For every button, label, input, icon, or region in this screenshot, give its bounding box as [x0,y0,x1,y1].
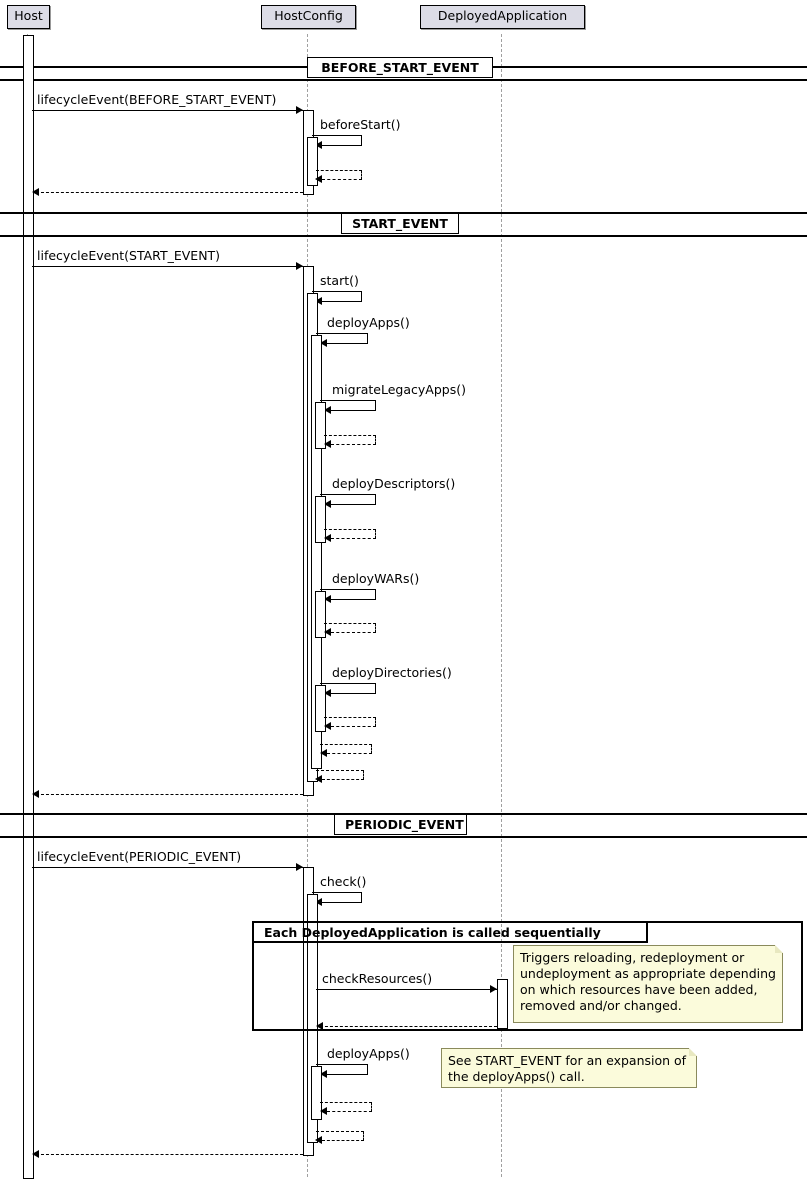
return-top [316,770,364,771]
return-top [324,529,376,530]
selfcall-right [375,683,376,693]
message-label [332,382,466,397]
message-text: deployApps() [327,1046,410,1061]
arrowhead-icon [296,106,303,114]
message-text: beforeStart() [320,117,401,132]
arrowhead-icon [32,790,39,798]
group-label [264,925,601,940]
message-label [37,248,220,263]
note-deploy-apps [441,1048,697,1088]
separator-before-start-event [307,57,493,78]
message-text: check() [320,874,367,889]
message-label [332,665,452,680]
arrowhead-icon [320,749,327,757]
participant-host[interactable] [7,5,50,29]
separator-start-event [341,213,459,234]
message-text: lifecycleEvent(START_EVENT) [37,248,221,263]
arrowhead-icon [324,628,331,636]
return-arrow [331,632,376,633]
return-arrow [327,1111,372,1112]
message-text: lifecycleEvent(PERIODIC_EVENT) [37,849,242,864]
return-arrow [322,779,364,780]
message-label [37,849,241,864]
return-arrow [331,726,376,727]
selfcall-top [320,683,376,684]
arrowhead-icon [315,175,322,183]
selfcall-right [375,494,376,504]
note-text: See START_EVENT for an expansion of the deployApps() call. [448,1053,687,1084]
arrowhead-icon [324,534,331,542]
return-top [324,435,376,436]
participant-label: HostConfig [274,8,343,23]
selfcall-bottom [331,599,376,600]
return-top [316,170,362,171]
selfcall-right [375,589,376,599]
message-arrow [32,110,303,111]
selfcall-right [375,400,376,410]
selfcall-top [312,135,362,136]
return-arrow [322,179,362,180]
selfcall-top [320,494,376,495]
participant-deployedapplication[interactable] [420,5,585,29]
return-right [361,170,362,180]
selfcall-top [316,1064,368,1065]
participant-label: DeployedApplication [437,8,568,23]
selfcall-right [361,291,362,301]
separator-line [0,836,807,838]
note-check-resources [513,945,783,1023]
note-text: Triggers reloading, redeployment or undeployment as appropriate depending on which resources have been added, removed and/or changed. [520,950,776,1013]
arrowhead-icon [315,1136,322,1144]
selfcall-bottom [322,301,362,302]
message-text: deployDescriptors() [332,476,456,491]
selfcall-bottom [331,410,376,411]
message-text: start() [320,273,359,288]
arrowhead-icon [32,188,39,196]
selfcall-top [316,333,368,334]
message-text: lifecycleEvent(BEFORE_START_EVENT) [37,92,277,107]
message-text: deployApps() [327,315,410,330]
message-text: migrateLegacyApps() [332,382,466,397]
message-label [320,117,401,132]
selfcall-bottom [331,693,376,694]
separator-line [0,79,807,81]
message-label [327,1046,410,1061]
arrowhead-icon [320,1107,327,1115]
selfcall-right [367,1064,368,1074]
separator-periodic-event [334,814,467,835]
return-arrow [322,1140,364,1141]
selfcall-top [312,892,362,893]
participant-hostconfig[interactable] [261,5,356,29]
message-label [320,273,359,288]
note-fold-icon [689,1048,697,1056]
note-fold-icon [775,945,783,953]
message-label [332,571,419,586]
activation-host [23,35,34,1179]
selfcall-right [367,333,368,343]
return-arrow [331,444,376,445]
selfcall-bottom [322,902,362,903]
selfcall-right [361,892,362,902]
message-text: deployDirectories() [332,665,452,680]
return-arrow [327,753,372,754]
separator-label: PERIODIC_EVENT [345,817,464,832]
selfcall-bottom [327,1074,368,1075]
message-arrow [32,867,303,868]
return-top [324,717,376,718]
message-label [320,874,366,889]
return-arrow [36,192,303,193]
selfcall-top [312,291,362,292]
selfcall-bottom [322,145,362,146]
separator-label: START_EVENT [352,216,448,231]
message-label [322,971,432,986]
arrowhead-icon [324,440,331,448]
selfcall-bottom [331,504,376,505]
group-label-text: Each DeployedApplication is called sequentially [264,925,601,940]
arrowhead-icon [296,863,303,871]
activation-deployedapplication [497,979,508,1029]
return-top [320,1102,372,1103]
message-label [37,92,276,107]
return-top [316,1131,364,1132]
arrowhead-icon [32,1150,39,1158]
message-arrow [316,989,497,990]
return-arrow [36,1154,303,1155]
return-arrow [320,1026,497,1027]
message-arrow [32,266,303,267]
return-top [320,744,372,745]
message-label [327,315,410,330]
message-text: deployWARs() [332,571,420,586]
selfcall-bottom [327,343,368,344]
arrowhead-icon [490,985,497,993]
separator-line [0,235,807,237]
selfcall-right [361,135,362,145]
return-arrow [36,794,303,795]
arrowhead-icon [324,722,331,730]
arrowhead-icon [316,1022,323,1030]
selfcall-top [320,589,376,590]
participant-label: Host [14,8,43,23]
arrowhead-icon [296,262,303,270]
selfcall-top [320,400,376,401]
return-arrow [331,538,376,539]
arrowhead-icon [315,775,322,783]
return-top [324,623,376,624]
separator-label: BEFORE_START_EVENT [321,60,479,75]
message-text: checkResources() [322,971,433,986]
message-label [332,476,455,491]
